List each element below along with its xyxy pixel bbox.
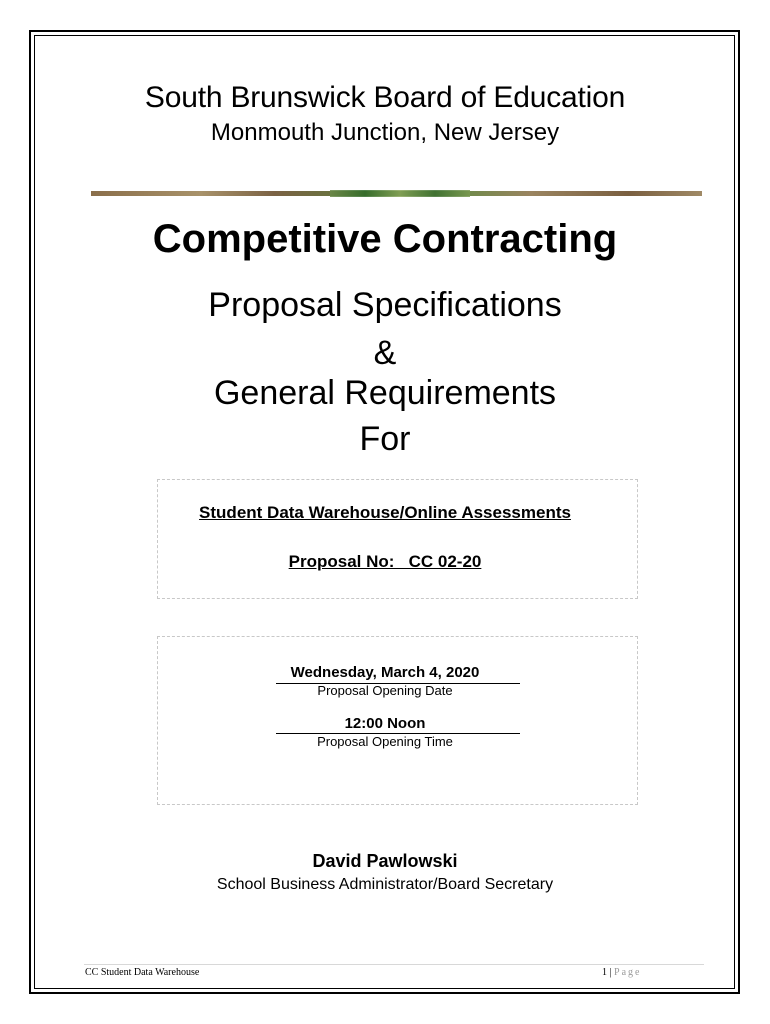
- opening-date-label: Proposal Opening Date: [317, 683, 453, 698]
- page-number-separator: |: [609, 967, 612, 978]
- project-box: [157, 479, 638, 599]
- signatory-title: School Business Administrator/Board Secretary: [216, 876, 554, 893]
- proposal-number: Proposal No: CC 02-20: [288, 552, 482, 571]
- footer-rule: [84, 964, 704, 965]
- subtitle-line-2: &: [373, 334, 397, 372]
- subtitle-line-1: Proposal Specifications: [208, 286, 562, 324]
- project-name: Student Data Warehouse/Online Assessments: [199, 503, 571, 522]
- organization-location: Monmouth Junction, New Jersey: [210, 119, 560, 146]
- opening-time-label: Proposal Opening Time: [317, 734, 453, 749]
- opening-time-value: 12:00 Noon: [344, 715, 426, 732]
- decorative-rule-accent: [330, 190, 470, 197]
- subtitle-line-3: General Requirements: [213, 374, 557, 412]
- organization-name: South Brunswick Board of Education: [144, 81, 626, 114]
- page-word: Page: [614, 967, 642, 978]
- footer-document-name: CC Student Data Warehouse: [85, 967, 200, 978]
- document-title: Competitive Contracting: [152, 217, 618, 261]
- signatory-name: David Pawlowski: [312, 851, 458, 871]
- opening-date-value: Wednesday, March 4, 2020: [290, 664, 480, 681]
- page-number-value: 1: [602, 967, 607, 978]
- footer-page-number: [602, 967, 641, 978]
- subtitle-line-4: For: [359, 420, 411, 458]
